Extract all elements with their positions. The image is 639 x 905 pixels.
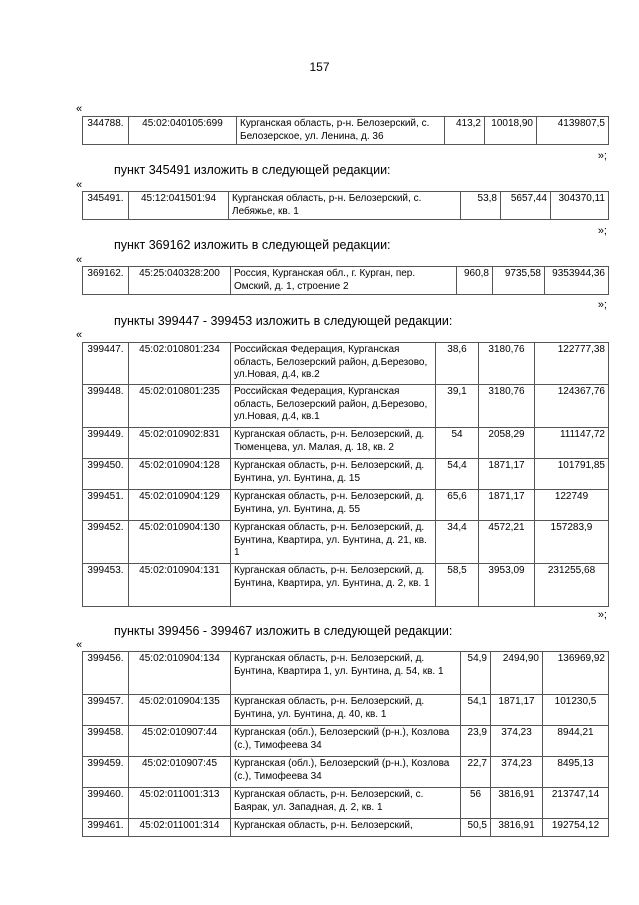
price: 10018,90	[485, 117, 537, 145]
price: 3180,76	[479, 343, 535, 385]
row-number: 369162.	[83, 267, 129, 295]
address: Российская Федерация, Курганская область, Белозерский район, д.Березово, ул.Новая, д.4, кв.2	[231, 343, 436, 385]
row-number: 345491.	[83, 192, 129, 220]
quote-close: »;	[597, 299, 607, 311]
address: Курганская область, р-н. Белозерский, с. Баярак, ул. Западная, д. 2, кв. 1	[231, 788, 461, 819]
address: Курганская область, р-н. Белозерский,	[231, 819, 461, 837]
area: 54	[436, 428, 479, 459]
area: 54,4	[436, 459, 479, 490]
cadastral-number: 45:02:010904:129	[129, 490, 231, 521]
quote-open: «	[76, 639, 83, 651]
table-row	[83, 564, 609, 607]
table-block-4	[82, 342, 609, 607]
quote-close: »;	[597, 225, 607, 237]
table-row	[83, 819, 609, 837]
address: Курганская область, р-н. Белозерский, д. Тюменцева, ул. Малая, д. 18, кв. 2	[231, 428, 436, 459]
price: 5657,44	[501, 192, 551, 220]
quote-open: «	[76, 179, 83, 191]
value: 192754,12	[543, 819, 609, 837]
quote-open: «	[76, 103, 83, 115]
quote-close: »;	[597, 609, 607, 621]
area: 54,9	[461, 652, 491, 695]
value: 231255,68	[535, 564, 609, 607]
area: 23,9	[461, 726, 491, 757]
area: 960,8	[457, 267, 493, 295]
cadastral-number: 45:25:040328:200	[129, 267, 231, 295]
value: 157283,9	[535, 521, 609, 564]
price: 3816,91	[491, 819, 543, 837]
table-row	[83, 521, 609, 564]
quote-open: «	[76, 329, 83, 341]
table-row	[83, 788, 609, 819]
value: 8495,13	[543, 757, 609, 788]
price: 1871,17	[479, 459, 535, 490]
row-number: 399459.	[83, 757, 129, 788]
value: 304370,11	[551, 192, 609, 220]
cadastral-number: 45:02:010904:131	[129, 564, 231, 607]
row-number: 399449.	[83, 428, 129, 459]
cadastral-number: 45:02:010904:128	[129, 459, 231, 490]
cadastral-number: 45:02:010907:44	[129, 726, 231, 757]
value: 213747,14	[543, 788, 609, 819]
cadastral-number: 45:02:010904:134	[129, 652, 231, 695]
price: 2494,90	[491, 652, 543, 695]
address: Курганская область, р-н. Белозерский, д. Бунтина, ул. Бунтина, д. 40, кв. 1	[231, 695, 461, 726]
cadastral-number: 45:02:040105:699	[129, 117, 237, 145]
address: Российская Федерация, Курганская область, Белозерский район, д.Березово, ул.Новая, д.4, кв.1	[231, 385, 436, 428]
table-row	[83, 385, 609, 428]
table-row	[83, 343, 609, 385]
section-heading: пункт 345491 изложить в следующей редакции:	[114, 163, 391, 177]
price: 1871,17	[491, 695, 543, 726]
value: 122749	[535, 490, 609, 521]
cadastral-number: 45:12:041501:94	[129, 192, 229, 220]
area: 38,6	[436, 343, 479, 385]
row-number: 344788.	[83, 117, 129, 145]
price: 9735,58	[493, 267, 545, 295]
value: 136969,92	[543, 652, 609, 695]
address: Курганская область, р-н. Белозерский, с. Белозерское, ул. Ленина, д. 36	[237, 117, 445, 145]
address: Курганская (обл.), Белозерский (р-н.), Козлова (с.), Тимофеева 34	[231, 757, 461, 788]
table-row	[83, 652, 609, 695]
table-row	[83, 428, 609, 459]
table-row	[83, 192, 609, 220]
table-row	[83, 726, 609, 757]
price: 374,23	[491, 726, 543, 757]
row-number: 399457.	[83, 695, 129, 726]
value: 4139807,5	[537, 117, 609, 145]
cadastral-number: 45:02:010904:130	[129, 521, 231, 564]
row-number: 399458.	[83, 726, 129, 757]
cadastral-number: 45:02:010902:831	[129, 428, 231, 459]
address: Курганская область, р-н. Белозерский, д. Бунтина, Квартира, ул. Бунтина, д. 2, кв. 1	[231, 564, 436, 607]
table-block-2	[82, 191, 609, 220]
value: 9353944,36	[545, 267, 609, 295]
table-block-3	[82, 266, 609, 295]
row-number: 399456.	[83, 652, 129, 695]
row-number: 399461.	[83, 819, 129, 837]
row-number: 399460.	[83, 788, 129, 819]
cadastral-number: 45:02:011001:313	[129, 788, 231, 819]
value: 111147,72	[535, 428, 609, 459]
section-heading: пункты 399447 - 399453 изложить в следующей редакции:	[114, 314, 453, 328]
address: Россия, Курганская обл., г. Курган, пер. Омский, д. 1, строение 2	[231, 267, 457, 295]
area: 39,1	[436, 385, 479, 428]
table-row	[83, 757, 609, 788]
row-number: 399450.	[83, 459, 129, 490]
address: Курганская область, р-н. Белозерский, д. Бунтина, ул. Бунтина, д. 15	[231, 459, 436, 490]
cadastral-number: 45:02:010907:45	[129, 757, 231, 788]
price: 3953,09	[479, 564, 535, 607]
value: 124367,76	[535, 385, 609, 428]
quote-close: »;	[597, 150, 607, 162]
price: 3180,76	[479, 385, 535, 428]
value: 101791,85	[535, 459, 609, 490]
value: 8944,21	[543, 726, 609, 757]
price: 4572,21	[479, 521, 535, 564]
section-heading: пункт 369162 изложить в следующей редакции:	[114, 238, 391, 252]
cadastral-number: 45:02:010801:235	[129, 385, 231, 428]
area: 54,1	[461, 695, 491, 726]
area: 65,6	[436, 490, 479, 521]
table-block-5	[82, 651, 609, 837]
cadastral-number: 45:02:010801:234	[129, 343, 231, 385]
row-number: 399453.	[83, 564, 129, 607]
price: 374,23	[491, 757, 543, 788]
price: 1871,17	[479, 490, 535, 521]
table-row	[83, 459, 609, 490]
table-row	[83, 490, 609, 521]
area: 56	[461, 788, 491, 819]
area: 58,5	[436, 564, 479, 607]
address: Курганская область, р-н. Белозерский, д. Бунтина, ул. Бунтина, д. 55	[231, 490, 436, 521]
price: 2058,29	[479, 428, 535, 459]
table-block-1	[82, 116, 609, 145]
area: 413,2	[445, 117, 485, 145]
row-number: 399447.	[83, 343, 129, 385]
address: Курганская область, р-н. Белозерский, д. Бунтина, Квартира 1, ул. Бунтина, д. 54, кв. 1	[231, 652, 461, 695]
cadastral-number: 45:02:010904:135	[129, 695, 231, 726]
table-row	[83, 695, 609, 726]
value: 101230,5	[543, 695, 609, 726]
quote-open: «	[76, 254, 83, 266]
area: 34,4	[436, 521, 479, 564]
area: 53,8	[461, 192, 501, 220]
page-number: 157	[309, 60, 330, 74]
table-row	[83, 117, 609, 145]
cadastral-number: 45:02:011001:314	[129, 819, 231, 837]
area: 50,5	[461, 819, 491, 837]
address: Курганская область, р-н. Белозерский, д. Бунтина, Квартира, ул. Бунтина, д. 21, кв. 1	[231, 521, 436, 564]
row-number: 399448.	[83, 385, 129, 428]
price: 3816,91	[491, 788, 543, 819]
address: Курганская область, р-н. Белозерский, с. Лебяжье, кв. 1	[229, 192, 461, 220]
value: 122777,38	[535, 343, 609, 385]
row-number: 399452.	[83, 521, 129, 564]
section-heading: пункты 399456 - 399467 изложить в следующей редакции:	[114, 624, 453, 638]
row-number: 399451.	[83, 490, 129, 521]
address: Курганская (обл.), Белозерский (р-н.), Козлова (с.), Тимофеева 34	[231, 726, 461, 757]
table-row	[83, 267, 609, 295]
area: 22,7	[461, 757, 491, 788]
